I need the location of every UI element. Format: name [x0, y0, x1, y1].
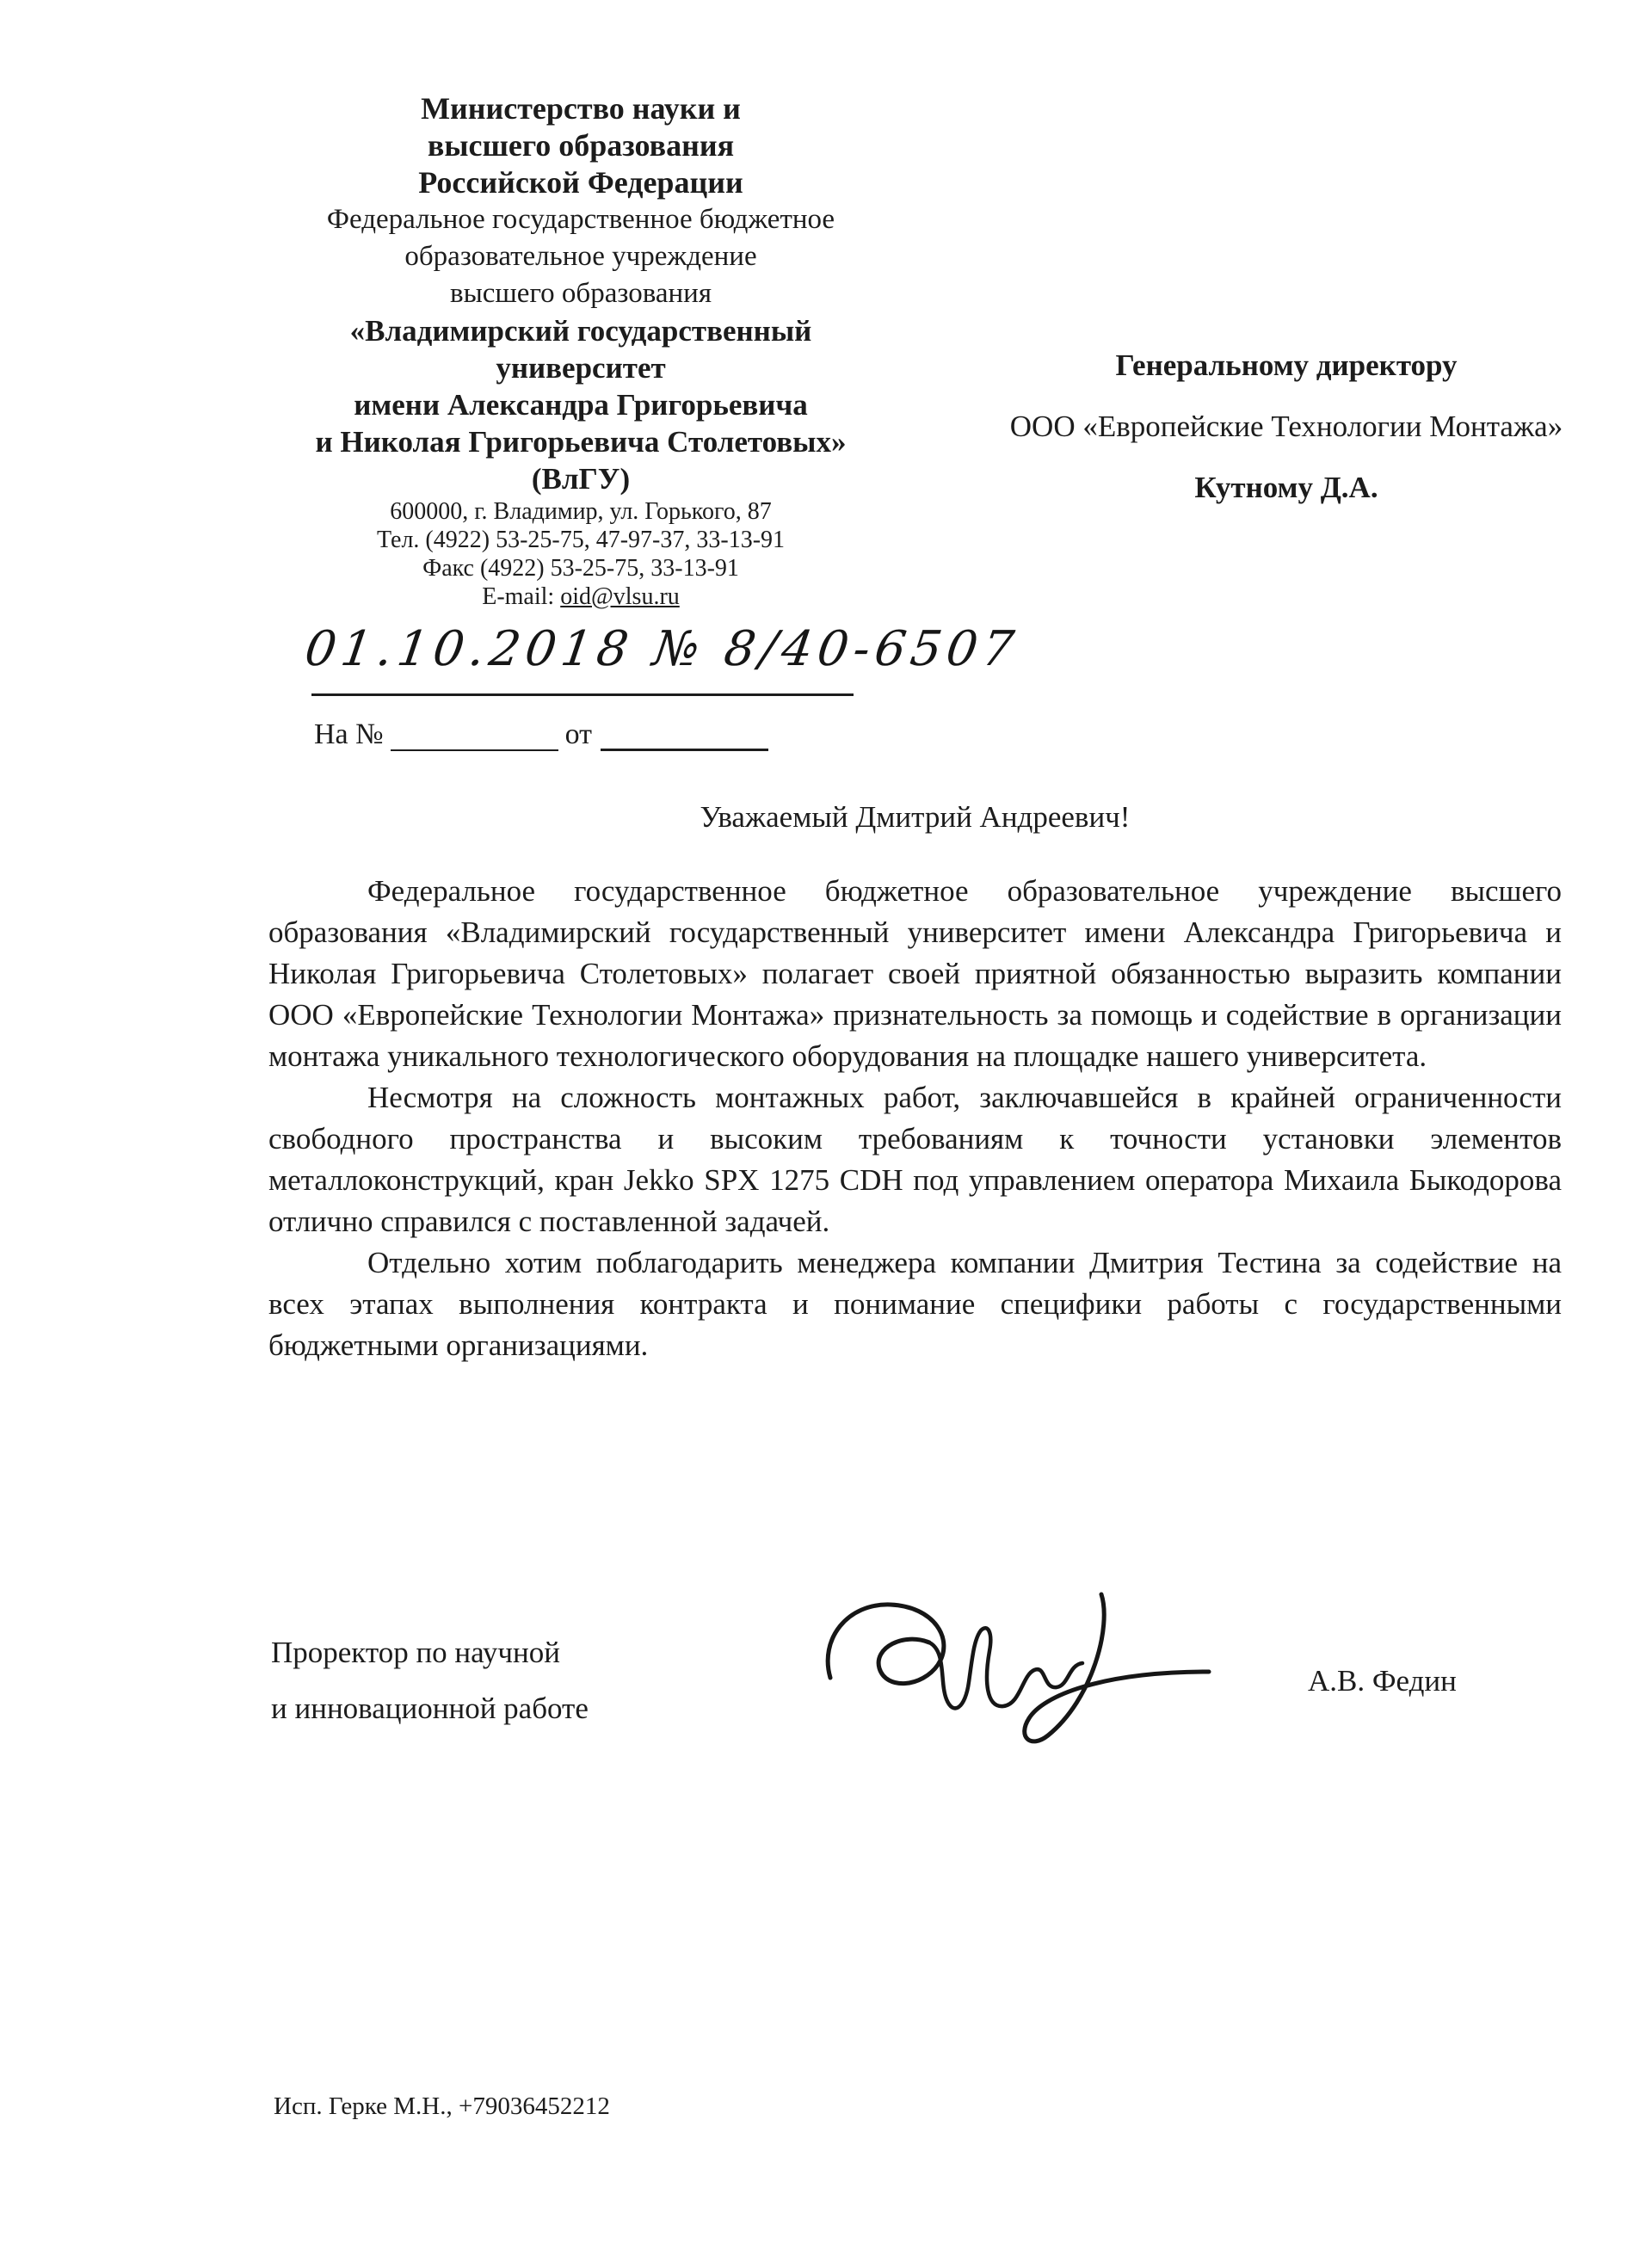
sender-phone: Тел. (4922) 53-25-75, 47-97-37, 33-13-91	[376, 527, 786, 553]
ministry-line: высшего образования	[427, 128, 735, 163]
body-paragraph: Отдельно хотим поблагодарить менеджера компании Дмитрия Тестина за содействие на всех этапах выполнения контракта и понимание специфики работы с государственными бюджетными организациями.	[268, 1246, 1562, 1362]
signer-position-line: Проректор по научной	[271, 1636, 560, 1669]
salutation: Уважаемый Дмитрий Андреевич!	[700, 800, 1131, 834]
number-sign: №	[649, 621, 709, 677]
email-label: E-mail:	[482, 583, 561, 610]
ministry-line: Российской Федерации	[418, 165, 743, 200]
reply-reference-row	[314, 718, 768, 751]
sender-address: 600000, г. Владимир, ул. Горького, 87	[390, 498, 772, 525]
university-name-line: имени Александра Григорьевича	[354, 388, 808, 422]
university-name-line: «Владимирский государственный	[349, 314, 812, 348]
email-address: oid@vlsu.ru	[560, 583, 680, 610]
recipient-name: Кутному Д.А.	[1194, 471, 1378, 504]
executor-info: Исп. Герке М.Н., +79036452212	[274, 2092, 610, 2120]
recipient-block	[989, 348, 1583, 532]
signer-position	[271, 1624, 589, 1736]
university-abbreviation: (ВлГУ)	[531, 462, 631, 496]
reply-number-blank	[391, 718, 558, 751]
signer-position-line: и инновационной работе	[271, 1692, 589, 1725]
handwritten-number: 8/40-6507	[720, 621, 1023, 677]
university-name-line: и Николая Григорьевича Столетовых»	[315, 425, 847, 459]
reply-date-blank	[601, 718, 768, 751]
sender-fax: Факс (4922) 53-25-75, 33-13-91	[422, 555, 739, 582]
ministry-line: Министерство науки и	[421, 91, 741, 126]
institution-line: Федеральное государственное бюджетное	[326, 204, 835, 235]
signer-name: А.В. Федин	[1308, 1664, 1457, 1698]
body-paragraph: Несмотря на сложность монтажных работ, заключавшейся в крайней ограниченности свободного пространства и высоким требованиям к точности установки элементов металлоконструкций, кран Jekko SPX 1275 CDH под управлением оператора Михаила Быкодорова отлично справился с поставленной задачей.	[268, 1081, 1562, 1238]
reply-number-label: На №	[314, 718, 384, 750]
reference-rule-line	[311, 693, 854, 696]
handwritten-date: 01.10.2018	[301, 621, 638, 677]
recipient-position: Генеральному директору	[1115, 348, 1458, 382]
signature-image	[817, 1579, 1222, 1760]
institution-line: образовательное учреждение	[404, 241, 757, 272]
body-paragraph: Федеральное государственное бюджетное образовательное учреждение высшего образования «Владимирский государственный университет имени Александра Григорьевича и Николая Григорьевича Столетовых» полагает своей приятной обязанностью выразить компании ООО «Европейские Технологии Монтажа» признательность за помощь и содействие в организации монтажа уникального технологического оборудования на площадке нашего университета.	[268, 874, 1562, 1073]
university-name-line: университет	[496, 351, 666, 385]
sender-letterhead	[241, 90, 921, 611]
recipient-company: ООО «Европейские Технологии Монтажа»	[1009, 410, 1563, 443]
handwritten-reference	[301, 621, 1023, 677]
letter-body	[268, 871, 1562, 1366]
reply-from-label: от	[564, 718, 593, 750]
sender-email-line	[241, 582, 921, 611]
institution-line: высшего образования	[450, 278, 712, 309]
